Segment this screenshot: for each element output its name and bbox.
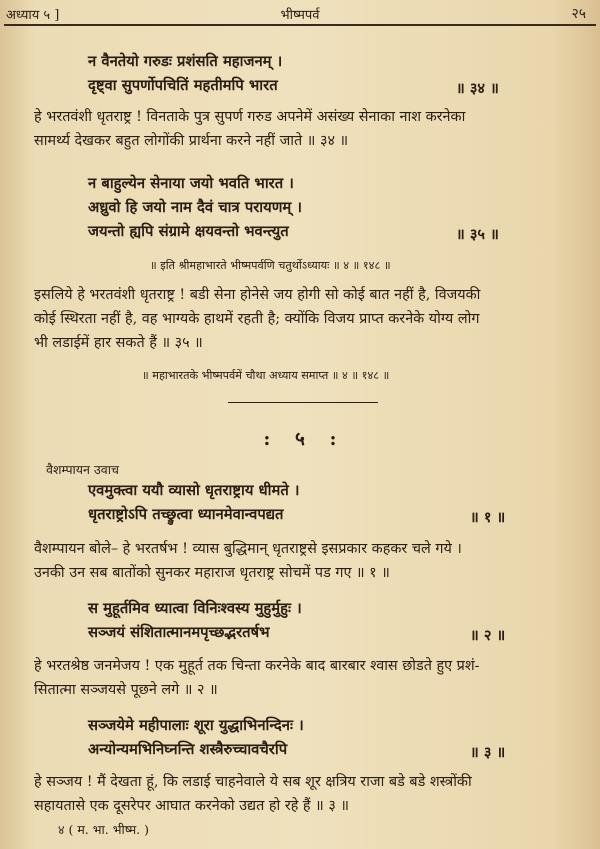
verse-34-number: ॥ ३४ ॥ (456, 80, 499, 97)
section-divider (228, 402, 378, 403)
translation-3-line-2: सहायतासे एक दूसरेपर आघात करनेको उद्यत हो रहे हैं ॥ ३ ॥ (34, 798, 350, 814)
verse-3-line-2: अन्योन्यमभिनिघ्नन्ति शस्त्रैरुच्चावचैरपि (88, 741, 288, 758)
verse-1-line-2: धृतराष्ट्रोऽपि तच्छ्रुत्वा ध्यानमेवान्वपद्यत (88, 506, 284, 523)
translation-34-line-1: हे भरतवंशी धृतराष्ट्र ! विनताके पुत्र सुपर्ण गरुड अपनेमें असंख्य सेनाका नाश करनेका (34, 109, 466, 125)
verse-2-number: ॥ २ ॥ (470, 627, 506, 644)
translation-2-line-1: हे भरतश्रेष्ठ जनमेजय ! एक मुहूर्त तक चिन्ता करनेके बाद बारबार श्वास छोडते हुए प्रशं- (34, 658, 480, 674)
footer-signature: ४ ( म. भा. भीष्म. ) (58, 822, 149, 837)
verse-2-line-1: स मुहूर्तमिव ध्यात्वा विनिःश्वस्य मुहुर्मुहुः । (88, 600, 302, 617)
translation-35-line-3: भी लडाईमें हार सकते हैं ॥ ३५ ॥ (34, 335, 203, 351)
header-rule (4, 24, 596, 26)
page-number: २५ (571, 6, 586, 22)
translation-2-line-2: सितात्मा सञ्जयसे पूछने लगे ॥ २ ॥ (34, 682, 218, 698)
verse-1-line-1: एवमुक्त्वा ययौ व्यासो धृतराष्ट्राय धीमते । (88, 482, 300, 499)
colophon-sanskrit: ॥ इति श्रीमहाभारते भीष्मपर्वणि चतुर्थोऽध्यायः ॥ ४ ॥ १४८ ॥ (150, 259, 391, 272)
translation-35-line-2: कोई स्थिरता नहीं है, वह भाग्यके हाथमें रहती है; क्योंकि विजय प्राप्त करनेके योग्य लोग (34, 311, 480, 327)
verse-1-number: ॥ १ ॥ (470, 509, 506, 526)
verse-2-line-2: सञ्जयं संशितात्मानमपृच्छद्भरतर्षभ (88, 624, 270, 641)
running-header (0, 0, 600, 26)
translation-1-line-2: उनकी उन सब बातोंको सुनकर महाराज धृतराष्ट्र सोचमें पड गए ॥ १ ॥ (34, 565, 390, 581)
translation-3-line-1: हे सञ्जय ! मैं देखता हूं, कि लडाई चाहनेवाले ये सब शूर क्षत्रिय राजा बडे बडे शस्त्रोंकी (34, 774, 472, 790)
verse-35-line-1: न बाहुल्येन सेनाया जयो भवति भारत । (88, 175, 294, 192)
translation-35-line-1: इसलिये हे भरतवंशी धृतराष्ट्र ! बडी सेना होनेसे जय होगी सो कोई बात नहीं है, विजयकी (34, 287, 481, 303)
verse-34-line-1: न वैनतेयो गरुडः प्रशंसति महाजनम् । (88, 53, 283, 70)
colophon-hindi: ॥ महाभारतके भीष्मपर्वमें चौथा अध्याय समाप्त ॥ ४ ॥ १४८ ॥ (142, 369, 390, 382)
verse-35-line-3: जयन्तो ह्यपि संग्रामे क्षयवन्तो भवन्त्युत (88, 223, 289, 240)
verse-35-number: ॥ ३५ ॥ (456, 226, 499, 243)
book-title: भीष्मपर्व (280, 8, 320, 23)
translation-34-line-2: सामर्थ्य देखकर बहुत लोगोंकी प्रार्थना करने नहीं जाते ॥ ३४ ॥ (34, 133, 349, 149)
chapter-heading: : ५ : (263, 428, 337, 450)
verse-3-number: ॥ ३ ॥ (470, 744, 506, 761)
verse-35-line-2: अध्रुवो हि जयो नाम दैवं चात्र परायणम् । (88, 199, 303, 216)
translation-1-line-1: वैशम्पायन बोले– हे भरतर्षभ ! व्यास बुद्धिमान् धृतराष्ट्रसे इसप्रकार कहकर चले गये । (34, 541, 462, 557)
chapter-label: अध्याय ५ ] (6, 8, 60, 23)
verse-3-line-1: सञ्जयेमे महीपालाः शूरा युद्धाभिनन्दिनः । (88, 717, 304, 734)
speaker-label: वैशम्पायन उवाच (46, 462, 119, 477)
verse-34-line-2: दृष्ट्वा सुपर्णोपचितिं महतीमपि भारत (88, 77, 278, 94)
